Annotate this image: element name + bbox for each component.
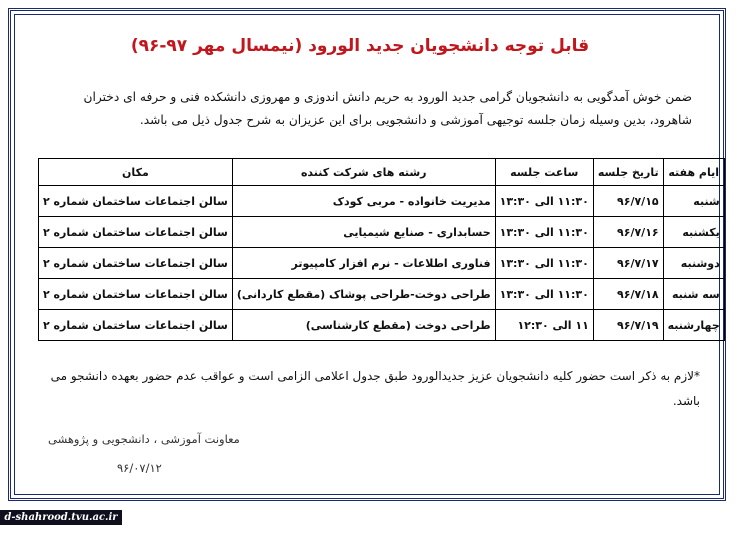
cell-time: ۱۱:۳۰ الی ۱۳:۳۰ xyxy=(495,186,593,217)
cell-day: چهارشنبه xyxy=(663,310,724,341)
cell-date: ۹۶/۷/۱۸ xyxy=(593,279,663,310)
header-time: ساعت جلسه xyxy=(495,159,593,186)
header-date: تاریخ جلسه xyxy=(593,159,663,186)
cell-field: مدیریت خانواده - مربی کودک xyxy=(232,186,495,217)
table-row xyxy=(39,279,725,310)
attendance-note: *لازم به ذکر است حضور کلیه دانشجویان عزیز جدیدالورود طبق جدول اعلامی الزامی است و عواقب عدم حضور بعهده دانشجو می باشد. xyxy=(50,369,700,408)
header-field: رشته های شرکت کننده xyxy=(232,159,495,186)
cell-place: سالن اجتماعات ساختمان شماره ۲ xyxy=(39,279,233,310)
cell-date: ۹۶/۷/۱۵ xyxy=(593,186,663,217)
cell-date: ۹۶/۷/۱۷ xyxy=(593,248,663,279)
cell-place: سالن اجتماعات ساختمان شماره ۲ xyxy=(39,186,233,217)
table-row xyxy=(39,217,725,248)
cell-day: یکشنبه xyxy=(663,217,724,248)
cell-place: سالن اجتماعات ساختمان شماره ۲ xyxy=(39,310,233,341)
cell-day: شنبه xyxy=(663,186,724,217)
notice-title: قابل توجه دانشجویان جدید الورود (نیمسال مهر ۹۷-۹۶) xyxy=(130,36,590,56)
intro-paragraph: ضمن خوش آمدگویی به دانشجویان گرامی جدید الورود به حریم دانش اندوزی و مهروزی دانشکده فنی و حرفه ای دختران شاهرود، بدین وسیله زمان جلسه توجیهی آموزشی و دانشجویی برای این عزیزان به شرح جدول ذیل می باشد. xyxy=(83,90,692,127)
cell-field: حسابداری - صنایع شیمیایی xyxy=(232,217,495,248)
cell-field: فناوری اطلاعات - نرم افزار کامپیوتر xyxy=(232,248,495,279)
cell-date: ۹۶/۷/۱۶ xyxy=(593,217,663,248)
cell-field: طراحی دوخت-طراحی پوشاک (مقطع کاردانی) xyxy=(232,279,495,310)
table-row xyxy=(39,248,725,279)
cell-day: دوشنبه xyxy=(663,248,724,279)
table-row xyxy=(39,310,725,341)
cell-place: سالن اجتماعات ساختمان شماره ۲ xyxy=(39,217,233,248)
table-header-row xyxy=(39,159,725,186)
site-url-footer[interactable]: d-shahrood.tvu.ac.ir xyxy=(0,510,122,525)
header-place: مکان xyxy=(39,159,233,186)
cell-time: ۱۱:۳۰ الی ۱۳:۳۰ xyxy=(495,217,593,248)
cell-time: ۱۱ الی ۱۲:۳۰ xyxy=(495,310,593,341)
table-row xyxy=(39,186,725,217)
cell-field: طراحی دوخت (مقطع کارشناسی) xyxy=(232,310,495,341)
signature-date: ۹۶/۰۷/۱۲ xyxy=(117,461,162,475)
cell-time: ۱۱:۳۰ الی ۱۳:۳۰ xyxy=(495,279,593,310)
cell-date: ۹۶/۷/۱۹ xyxy=(593,310,663,341)
signature-office: معاونت آموزشی ، دانشجویی و پژوهشی xyxy=(48,432,240,446)
header-day: ایام هفته xyxy=(663,159,724,186)
cell-day: سه شنبه xyxy=(663,279,724,310)
schedule-table xyxy=(38,158,725,341)
cell-place: سالن اجتماعات ساختمان شماره ۲ xyxy=(39,248,233,279)
cell-time: ۱۱:۳۰ الی ۱۳:۳۰ xyxy=(495,248,593,279)
